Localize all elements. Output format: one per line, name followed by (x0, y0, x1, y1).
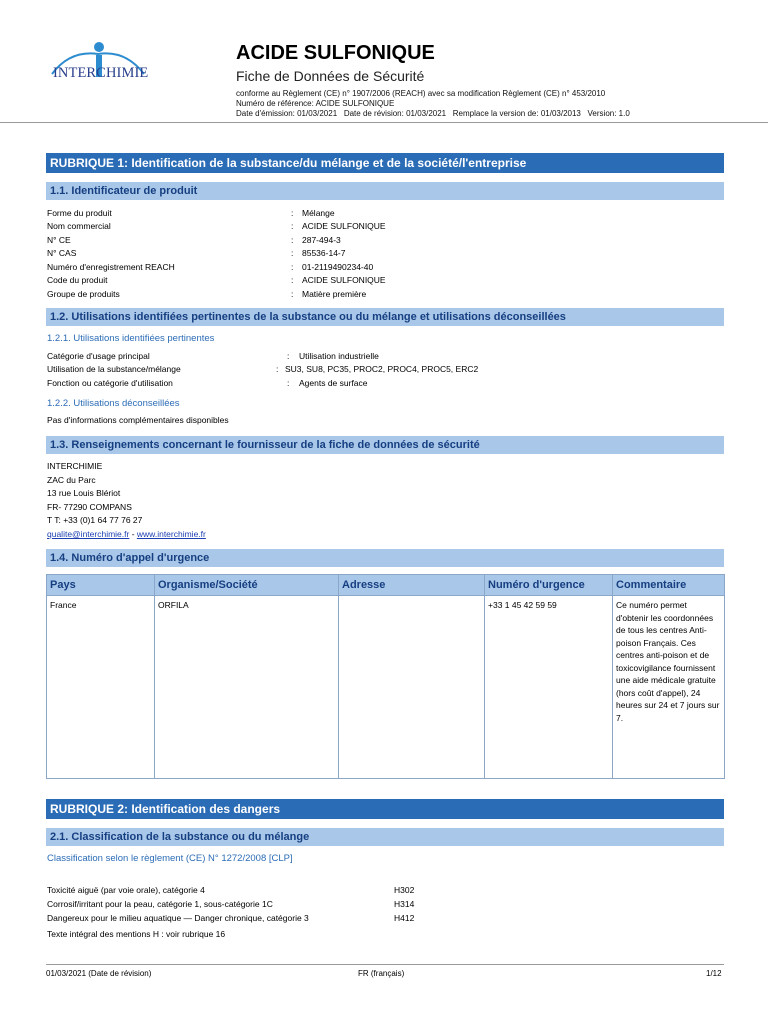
email-link[interactable]: qualite@interchimie.fr (47, 529, 130, 539)
field-value: ACIDE SULFONIQUE (302, 221, 386, 231)
section-1-1-heading: 1.1. Identificateur de produit (46, 182, 724, 200)
field-label: N° CAS (47, 248, 77, 258)
field-value: SU3, SU8, PC35, PROC2, PROC4, PROC5, ERC2 (285, 364, 479, 374)
field-label: Nom commercial (47, 221, 111, 231)
cell-numero: +33 1 45 42 59 59 (485, 596, 613, 779)
website-link[interactable]: www.interchimie.fr (136, 529, 206, 539)
hazard-code: H314 (394, 899, 415, 909)
rubrique-2-heading: RUBRIQUE 2: Identification des dangers (46, 799, 724, 819)
reference-line: Numéro de référence: ACIDE SULFONIQUE (236, 99, 395, 108)
column-header: Pays (47, 575, 155, 596)
section-2-1-heading: 2.1. Classification de la substance ou du mélange (46, 828, 724, 846)
cell-organisme: ORFILA (155, 596, 339, 779)
field-label: N° CE (47, 235, 71, 245)
document-subtitle: Fiche de Données de Sécurité (236, 68, 425, 84)
interchimie-logo (50, 42, 150, 92)
supplier-phone: T T: +33 (0)1 64 77 76 27 (47, 515, 143, 525)
footer-page-number: 1/12 (706, 969, 722, 978)
document-title: ACIDE SULFONIQUE (236, 42, 435, 64)
field-label: Code du produit (47, 275, 108, 285)
supplier-address-line: ZAC du Parc (47, 475, 96, 485)
classification-label: Toxicité aiguë (par voie orale), catégorie 4 (47, 885, 205, 895)
field-value: ACIDE SULFONIQUE (302, 275, 386, 285)
section-1-2-1-heading: 1.2.1. Utilisations identifiées pertinentes (47, 333, 215, 344)
rubrique-1-heading: RUBRIQUE 1: Identification de la substance/du mélange et de la société/l'entreprise (46, 153, 724, 173)
clp-heading: Classification selon le règlement (CE) N° 1272/2008 [CLP] (47, 853, 293, 864)
field-label: Utilisation de la substance/mélange (47, 364, 181, 374)
table-row (47, 596, 725, 779)
column-header: Adresse (339, 575, 485, 596)
classification-row (47, 912, 415, 924)
link-separator: - (129, 529, 137, 539)
classification-row (47, 884, 415, 896)
footer-divider (46, 964, 724, 965)
classification-label: Dangereux pour le milieu aquatique — Danger chronique, catégorie 3 (47, 913, 309, 923)
field-value: Matière première (302, 289, 367, 299)
header-divider (0, 122, 768, 123)
logo-text: INTERCHIMIE (53, 65, 149, 81)
field-label: Forme du produit (47, 208, 112, 218)
emergency-table (46, 574, 725, 779)
no-info-text: Pas d'informations complémentaires disponibles (47, 415, 229, 425)
dates-line: Date d'émission: 01/03/2021 Date de révision: 01/03/2021 Remplace la version de: 01/03/2013 Version: 1.0 (236, 109, 630, 118)
cell-commentaire: Ce numéro permet d'obtenir les coordonnées de tous les centres Anti-poison Français. Ces centres anti-poison et de toxicovigilance fournissent une aide médicale gratuite (hors coût d'appel), 24 heures sur 24 et 7 jours sur 7. (613, 596, 725, 779)
column-header: Commentaire (613, 575, 725, 596)
field-label: Groupe de produits (47, 289, 120, 299)
full-text-note: Texte intégral des mentions H : voir rubrique 16 (47, 929, 226, 939)
section-1-3-heading: 1.3. Renseignements concernant le fournisseur de la fiche de données de sécurité (46, 436, 724, 454)
cell-adresse (339, 596, 485, 779)
footer-date: 01/03/2021 (Date de révision) (46, 969, 152, 978)
section-1-4-heading: 1.4. Numéro d'appel d'urgence (46, 549, 724, 567)
classification-row (47, 898, 415, 910)
column-header: Numéro d'urgence (485, 575, 613, 596)
classification-label: Corrosif/irritant pour la peau, catégorie 1, sous-catégorie 1C (47, 899, 273, 909)
column-header: Organisme/Société (155, 575, 339, 596)
supplier-contact-links (47, 528, 206, 542)
table-header-row (47, 575, 725, 596)
field-value: Utilisation industrielle (299, 351, 379, 361)
regulation-line: conforme au Règlement (CE) n° 1907/2006 (REACH) avec sa modification Règlement (CE) n° 453/2010 (236, 89, 606, 98)
field-value: 85536-14-7 (302, 248, 346, 258)
field-label: Numéro d'enregistrement REACH (47, 262, 175, 272)
hazard-code: H302 (394, 885, 415, 895)
supplier-address-line: 13 rue Louis Blériot (47, 488, 121, 498)
supplier-address-line: FR- 77290 COMPANS (47, 502, 132, 512)
footer-language: FR (français) (358, 969, 405, 978)
field-value: 287-494-3 (302, 235, 341, 245)
hazard-code: H412 (394, 913, 415, 923)
field-label: Catégorie d'usage principal (47, 351, 150, 361)
field-value: Agents de surface (299, 378, 368, 388)
field-label: Fonction ou catégorie d'utilisation (47, 378, 173, 388)
supplier-name: INTERCHIMIE (47, 461, 103, 471)
cell-pays: France (47, 596, 155, 779)
field-value: Mélange (302, 208, 335, 218)
logo-dot-icon (94, 42, 104, 52)
section-1-2-heading: 1.2. Utilisations identifiées pertinentes de la substance ou du mélange et utilisations déconseillées (46, 308, 724, 326)
field-value: 01-2119490234-40 (302, 262, 374, 272)
section-1-2-2-heading: 1.2.2. Utilisations déconseillées (47, 398, 180, 409)
